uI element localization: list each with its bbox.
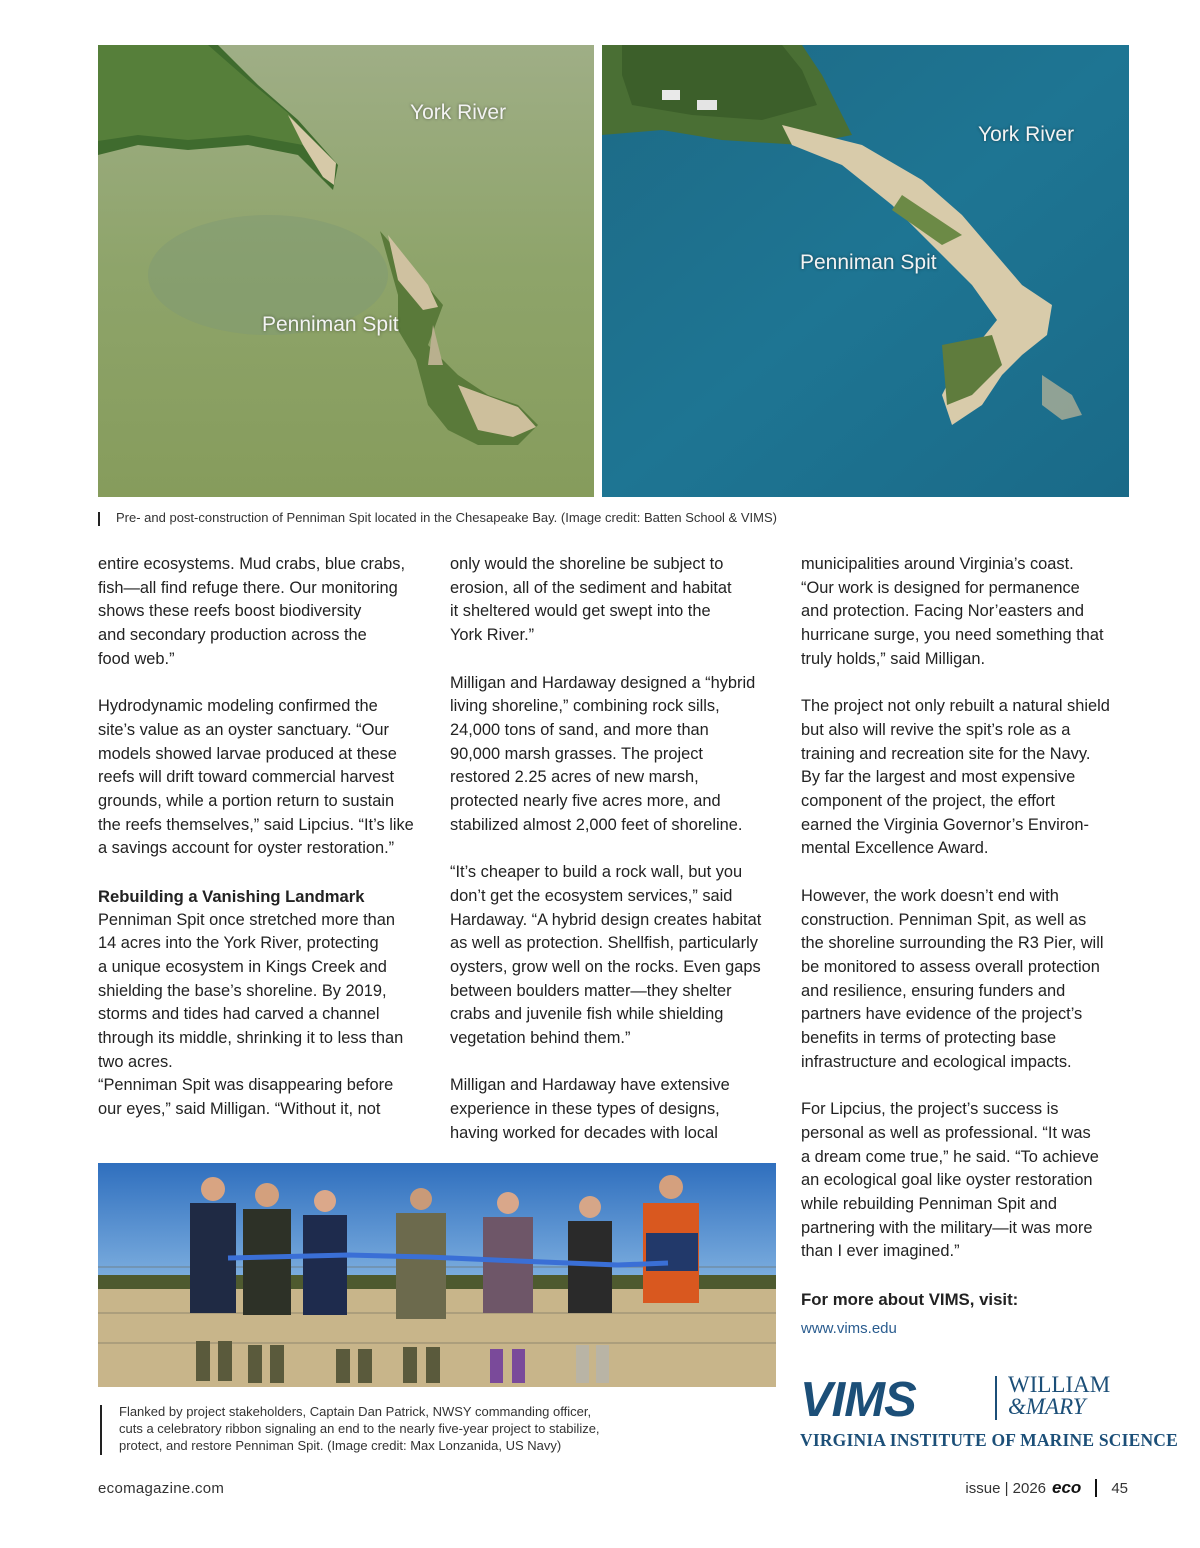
william-text: WILLIAM: [1008, 1372, 1111, 1397]
post-photo-penniman-spit-label: Penniman Spit: [800, 251, 937, 274]
col3-paragraph-2: The project not only rebuilt a natural shield but also will revive the spit’s role as a training and recreation site for the Navy. By far the largest and most expensive component of the project, the effort earned the Virginia Governor’s Environ- mental Excellence Award.: [801, 697, 1110, 858]
footer-separator: [1095, 1479, 1097, 1497]
footer-issue: issue | 2026: [965, 1479, 1047, 1497]
col2-paragraph-4: Milligan and Hardaway have extensive experience in these types of designs, having worked for decades with local: [450, 1076, 730, 1142]
footer-issue-info: [965, 1478, 1128, 1498]
section-heading: Rebuilding a Vanishing Landmark: [98, 886, 365, 906]
text-column-2: [450, 553, 790, 1146]
ribbon-photo-caption: Flanked by project stakeholders, Captain Dan Patrick, NWSY commanding officer, cuts a celebratory ribbon signaling an end to the nearly five-year project to stabilize, protect, and restore Penniman Spit. (Image credit: Max Lonzanida, US Navy): [100, 1403, 679, 1454]
top-photo-caption: Pre- and post-construction of Penniman Spit located in the Chesapeake Bay. (Image credit: Batten School & VIMS): [98, 510, 1156, 526]
post-photo-york-river-label: York River: [978, 123, 1075, 146]
col2-paragraph-3: “It’s cheaper to build a rock wall, but you don’t get the ecosystem services,” said Hardaway. “A hybrid design creates habitat as well as protection. Shellfish, particularly oysters, grow well on the rocks. Even gaps between boulders matter—they shelter crabs and juvenile fish while shielding vegetation behind them.”: [450, 863, 762, 1048]
vims-full-name: VIRGINIA INSTITUTE OF MARINE SCIENCE: [800, 1430, 1179, 1450]
col1-paragraph-1: entire ecosystems. Mud crabs, blue crabs, fish—all find refuge there. Our monitoring shows these reefs boost biodiversity and secondary production across the food web.”: [98, 555, 405, 668]
text-column-3: [801, 553, 1141, 1341]
vims-logo: [800, 1370, 1179, 1452]
col3-paragraph-3: However, the work doesn’t end with construction. Penniman Spit, as well as the shoreline surrounding the R3 Pier, will be monitored to assess overall protection and resilience, ensuring funders and partners have evidence of the project’s benefits in terms of protecting base infrastructure and ecological impacts.: [801, 886, 1104, 1071]
ribbon-cutting-image: [98, 1163, 776, 1387]
col1-paragraph-4: “Penniman Spit was disappearing before our eyes,” said Milligan. “Without it, not: [98, 1076, 394, 1119]
col3-paragraph-1: municipalities around Virginia’s coast. “Our work is designed for permanence and protection. Facing Nor’easters and hurricane surge, you need something that truly holds,” said Milligan.: [801, 555, 1104, 668]
col1-paragraph-2: Hydrodynamic modeling confirmed the site’s value as an oyster sanctuary. “Our models showed larvae produced at these reefs will drift toward commercial harvest grounds, while a portion return to sustain the reefs themselves,” said Lipcius. “It’s like a savings account for oyster restoration.”: [98, 697, 414, 858]
col3-paragraph-4: For Lipcius, the project’s success is personal as well as professional. “It was a dream come true,” he said. “To achieve an ecological goal like oyster restoration while rebuilding Penniman Spit and partnering with the military—it was more than I ever imagined.”: [801, 1100, 1099, 1261]
more-info-heading: For more about VIMS, visit:: [801, 1289, 1019, 1309]
and-mary-text: &MARY: [1008, 1394, 1086, 1419]
vims-acronym: VIMS: [800, 1373, 916, 1427]
pre-photo-penniman-spit-label: Penniman Spit: [262, 313, 399, 336]
text-column-1: [98, 553, 438, 1122]
col2-paragraph-1: only would the shoreline be subject to erosion, all of the sediment and habitat it sheltered would get swept into the York River.”: [450, 555, 732, 645]
vims-website-link[interactable]: www.vims.edu: [801, 1320, 897, 1338]
footer-site: ecomagazine.com: [98, 1480, 225, 1497]
page-number: 45: [1111, 1479, 1128, 1497]
col2-paragraph-2: Milligan and Hardaway designed a “hybrid living shoreline,” combining rock sills, 24,000 tons of sand, and more than 90,000 marsh grasses. The project restored 2.25 acres of new marsh, protected nearly five acres more, and stabilized almost 2,000 feet of shoreline.: [450, 673, 756, 834]
pre-construction-aerial-image: [98, 45, 594, 497]
col1-paragraph-3: Penniman Spit once stretched more than 14 acres into the York River, protecting a unique ecosystem in Kings Creek and shielding the base’s shoreline. By 2019, storms and tides had carved a channel through its middle, shrinking it to less than two acres.: [98, 910, 404, 1071]
pre-construction-photo: [98, 45, 594, 497]
pre-photo-york-river-label: York River: [410, 101, 507, 124]
post-construction-photo: [602, 45, 1129, 497]
logo-divider: [995, 1376, 997, 1420]
footer-brand: eco: [1052, 1478, 1082, 1497]
ribbon-cutting-photo: [98, 1163, 776, 1387]
